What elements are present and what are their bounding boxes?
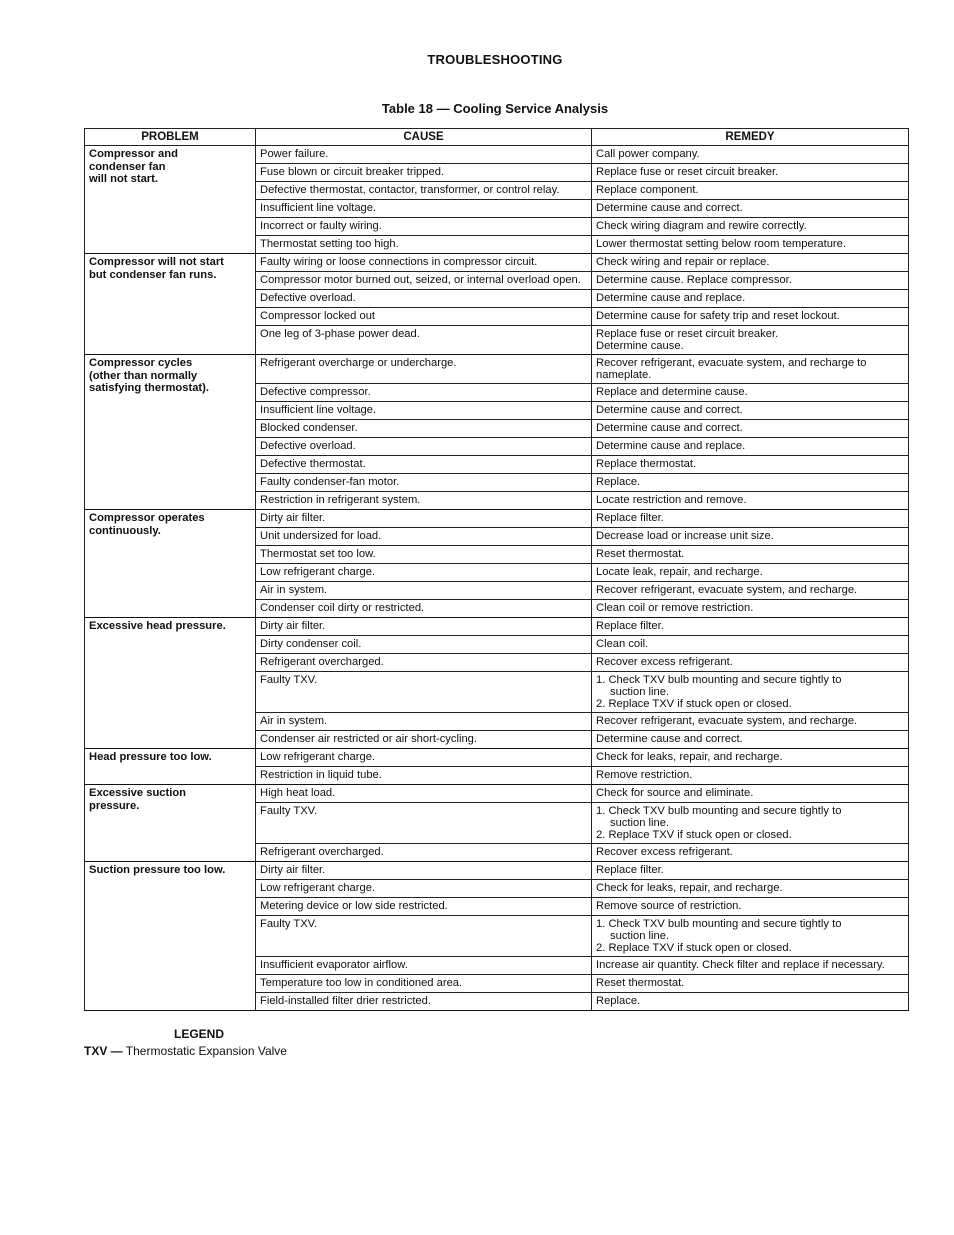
- cause-cell: Defective compressor.: [256, 384, 592, 402]
- cause-cell: Unit undersized for load.: [256, 528, 592, 546]
- table-row: [85, 254, 909, 272]
- cooling-service-analysis-table: [84, 128, 909, 1011]
- table-row: [85, 510, 909, 528]
- remedy-text: Recover refrigerant, evacuate system, and recharge to nameplate.: [596, 357, 867, 381]
- problem-text: (other than normally: [89, 369, 198, 382]
- cause-cell: Metering device or low side restricted.: [256, 898, 592, 916]
- remedy-text: Determine cause and correct.: [596, 733, 743, 745]
- remedy-cell: [592, 993, 909, 1011]
- remedy-cell: [592, 546, 909, 564]
- remedy-text: Determine cause and replace.: [596, 292, 746, 304]
- cause-cell: Faulty TXV.: [256, 803, 592, 844]
- remedy-text: Reset thermostat.: [596, 977, 685, 989]
- legend-meaning: Thermostatic Expansion Valve: [125, 1044, 287, 1058]
- remedy-text: 2. Replace TXV if stuck open or closed.: [596, 829, 792, 841]
- problem-text: will not start.: [89, 173, 158, 185]
- remedy-cell: [592, 749, 909, 767]
- remedy-text: Reset thermostat.: [596, 548, 685, 560]
- problem-text: Suction pressure too low.: [89, 864, 226, 876]
- remedy-text: Replace filter.: [596, 864, 664, 876]
- problem-cell: [85, 785, 256, 862]
- cause-cell: Restriction in liquid tube.: [256, 767, 592, 785]
- column-header-cause: CAUSE: [256, 129, 592, 146]
- remedy-cell: [592, 146, 909, 164]
- legend-title: LEGEND: [174, 1027, 225, 1041]
- problem-text: Compressor operates: [89, 512, 205, 524]
- remedy-cell: [592, 785, 909, 803]
- problem-cell: [85, 146, 256, 254]
- table-row: [85, 785, 909, 803]
- remedy-cell: [592, 672, 909, 713]
- remedy-text: 1. Check TXV bulb mounting and secure tightly to: [596, 805, 842, 817]
- remedy-text: Recover excess refrigerant.: [596, 846, 733, 858]
- remedy-text: Increase air quantity. Check filter and replace if necessary.: [596, 959, 885, 971]
- problem-cell: [85, 749, 256, 785]
- remedy-text: Lower thermostat setting below room temperature.: [596, 238, 846, 250]
- cause-cell: Power failure.: [256, 146, 592, 164]
- cause-cell: Refrigerant overcharge or undercharge.: [256, 355, 592, 384]
- remedy-cell: [592, 975, 909, 993]
- cause-cell: Defective thermostat, contactor, transformer, or control relay.: [256, 182, 592, 200]
- remedy-cell: [592, 636, 909, 654]
- table-body: [85, 146, 909, 1011]
- problem-text: Excessive suction: [89, 787, 187, 799]
- remedy-cell: [592, 600, 909, 618]
- problem-text: Excessive head pressure.: [89, 620, 226, 632]
- remedy-text: Determine cause. Replace compressor.: [596, 274, 792, 286]
- problem-text: Head pressure too low.: [89, 751, 212, 763]
- remedy-cell: [592, 618, 909, 636]
- table-row: [85, 146, 909, 164]
- cause-cell: Restriction in refrigerant system.: [256, 492, 592, 510]
- remedy-cell: [592, 218, 909, 236]
- remedy-text: Replace thermostat.: [596, 458, 697, 470]
- cause-cell: Fuse blown or circuit breaker tripped.: [256, 164, 592, 182]
- remedy-cell: [592, 713, 909, 731]
- cause-cell: Refrigerant overcharged.: [256, 654, 592, 672]
- remedy-text: 1. Check TXV bulb mounting and secure tightly to: [596, 918, 842, 930]
- problem-cell: [85, 254, 256, 355]
- remedy-text: Replace.: [596, 995, 641, 1007]
- cause-cell: Compressor motor burned out, seized, or internal overload open.: [256, 272, 592, 290]
- remedy-cell: [592, 236, 909, 254]
- remedy-text: Determine cause and correct.: [596, 422, 743, 434]
- cause-cell: Dirty air filter.: [256, 862, 592, 880]
- remedy-cell: [592, 862, 909, 880]
- remedy-cell: [592, 272, 909, 290]
- remedy-cell: [592, 438, 909, 456]
- remedy-text: Replace filter.: [596, 620, 664, 632]
- cause-cell: Thermostat set too low.: [256, 546, 592, 564]
- remedy-text: Check for leaks, repair, and recharge.: [596, 882, 783, 894]
- remedy-cell: [592, 308, 909, 326]
- cause-cell: High heat load.: [256, 785, 592, 803]
- cause-cell: Blocked condenser.: [256, 420, 592, 438]
- remedy-cell: [592, 384, 909, 402]
- cause-cell: Compressor locked out: [256, 308, 592, 326]
- cause-cell: One leg of 3-phase power dead.: [256, 326, 592, 355]
- remedy-cell: [592, 582, 909, 600]
- remedy-cell: [592, 510, 909, 528]
- remedy-text: Check for source and eliminate.: [596, 787, 754, 799]
- remedy-cell: [592, 164, 909, 182]
- remedy-text: Recover refrigerant, evacuate system, and recharge.: [596, 715, 858, 727]
- remedy-cell: [592, 731, 909, 749]
- remedy-text: Locate restriction and remove.: [596, 494, 747, 506]
- section-heading: TROUBLESHOOTING: [427, 52, 563, 67]
- problem-text: but condenser fan runs.: [89, 268, 217, 281]
- remedy-text: Locate leak, repair, and recharge.: [596, 566, 763, 578]
- cause-cell: Dirty air filter.: [256, 510, 592, 528]
- remedy-text: suction line.: [610, 930, 670, 942]
- remedy-text: Check wiring and repair or replace.: [596, 256, 770, 268]
- table-row: [85, 618, 909, 636]
- cause-cell: Temperature too low in conditioned area.: [256, 975, 592, 993]
- remedy-text: Determine cause and correct.: [596, 202, 743, 214]
- remedy-cell: [592, 474, 909, 492]
- remedy-cell: [592, 916, 909, 957]
- cause-cell: Faulty TXV.: [256, 916, 592, 957]
- remedy-text: 2. Replace TXV if stuck open or closed.: [596, 698, 792, 710]
- remedy-text: Replace filter.: [596, 512, 664, 524]
- remedy-cell: [592, 492, 909, 510]
- cause-cell: Faulty condenser-fan motor.: [256, 474, 592, 492]
- table-row: [85, 355, 909, 384]
- remedy-text: Clean coil.: [596, 638, 649, 650]
- remedy-cell: [592, 880, 909, 898]
- cause-cell: Dirty air filter.: [256, 618, 592, 636]
- problem-text: Compressor and: [89, 148, 178, 160]
- cause-cell: Defective overload.: [256, 438, 592, 456]
- remedy-text: Replace component.: [596, 184, 699, 196]
- cause-cell: Insufficient evaporator airflow.: [256, 957, 592, 975]
- cause-cell: Dirty condenser coil.: [256, 636, 592, 654]
- cause-cell: Faulty TXV.: [256, 672, 592, 713]
- problem-text: Compressor will not start: [89, 256, 224, 268]
- remedy-text: Determine cause and replace.: [596, 440, 746, 452]
- remedy-text: Decrease load or increase unit size.: [596, 530, 774, 542]
- remedy-text: Check wiring diagram and rewire correctly.: [596, 220, 807, 232]
- remedy-cell: [592, 355, 909, 384]
- remedy-text: Determine cause and correct.: [596, 404, 743, 416]
- table-title: Table 18 — Cooling Service Analysis: [381, 101, 609, 116]
- cause-cell: Low refrigerant charge.: [256, 749, 592, 767]
- remedy-cell: [592, 420, 909, 438]
- problem-text: Compressor cycles: [89, 357, 193, 369]
- column-header-remedy: REMEDY: [592, 129, 909, 146]
- problem-cell: [85, 355, 256, 510]
- cause-cell: Faulty wiring or loose connections in compressor circuit.: [256, 254, 592, 272]
- problem-cell: [85, 618, 256, 749]
- cause-cell: Refrigerant overcharged.: [256, 844, 592, 862]
- remedy-text: suction line.: [610, 686, 670, 698]
- cause-cell: Thermostat setting too high.: [256, 236, 592, 254]
- remedy-text: Determine cause.: [596, 340, 684, 352]
- cause-cell: Air in system.: [256, 713, 592, 731]
- cause-cell: Defective thermostat.: [256, 456, 592, 474]
- table-row: [85, 749, 909, 767]
- table-row: [85, 862, 909, 880]
- cause-cell: Insufficient line voltage.: [256, 402, 592, 420]
- problem-text: condenser fan: [89, 160, 166, 173]
- remedy-cell: [592, 326, 909, 355]
- legend-abbreviation: TXV —: [84, 1044, 123, 1058]
- remedy-cell: [592, 844, 909, 862]
- remedy-text: Call power company.: [596, 148, 700, 160]
- remedy-text: Replace.: [596, 476, 641, 488]
- remedy-text: Check for leaks, repair, and recharge.: [596, 751, 783, 763]
- remedy-cell: [592, 200, 909, 218]
- problem-cell: [85, 510, 256, 618]
- remedy-cell: [592, 564, 909, 582]
- cause-cell: Air in system.: [256, 582, 592, 600]
- remedy-cell: [592, 803, 909, 844]
- problem-cell: [85, 862, 256, 1011]
- remedy-cell: [592, 528, 909, 546]
- remedy-text: Remove restriction.: [596, 769, 693, 781]
- remedy-text: Recover excess refrigerant.: [596, 656, 733, 668]
- legend-entry: [84, 1044, 287, 1058]
- remedy-cell: [592, 957, 909, 975]
- remedy-text: Replace fuse or reset circuit breaker.: [596, 166, 779, 178]
- remedy-text: Recover refrigerant, evacuate system, and recharge.: [596, 584, 858, 596]
- remedy-text: Replace fuse or reset circuit breaker.: [596, 328, 779, 340]
- remedy-text: Replace and determine cause.: [596, 386, 748, 398]
- problem-text: pressure.: [89, 799, 140, 812]
- cause-cell: Defective overload.: [256, 290, 592, 308]
- remedy-cell: [592, 290, 909, 308]
- cause-cell: Condenser coil dirty or restricted.: [256, 600, 592, 618]
- remedy-text: Remove source of restriction.: [596, 900, 742, 912]
- cause-cell: Low refrigerant charge.: [256, 880, 592, 898]
- cause-cell: Condenser air restricted or air short-cycling.: [256, 731, 592, 749]
- remedy-text: 1. Check TXV bulb mounting and secure tightly to: [596, 674, 842, 686]
- remedy-cell: [592, 254, 909, 272]
- table-header-row: [85, 129, 909, 146]
- remedy-cell: [592, 402, 909, 420]
- remedy-text: Clean coil or remove restriction.: [596, 602, 754, 614]
- remedy-cell: [592, 456, 909, 474]
- problem-text: continuously.: [89, 524, 161, 537]
- remedy-cell: [592, 182, 909, 200]
- cause-cell: Incorrect or faulty wiring.: [256, 218, 592, 236]
- remedy-cell: [592, 898, 909, 916]
- remedy-text: suction line.: [610, 817, 670, 829]
- problem-text: satisfying thermostat).: [89, 382, 209, 394]
- remedy-cell: [592, 767, 909, 785]
- cause-cell: Insufficient line voltage.: [256, 200, 592, 218]
- cause-cell: Low refrigerant charge.: [256, 564, 592, 582]
- remedy-text: 2. Replace TXV if stuck open or closed.: [596, 942, 792, 954]
- remedy-text: Determine cause for safety trip and reset lockout.: [596, 310, 840, 322]
- cause-cell: Field-installed filter drier restricted.: [256, 993, 592, 1011]
- remedy-cell: [592, 654, 909, 672]
- column-header-problem: PROBLEM: [85, 129, 256, 146]
